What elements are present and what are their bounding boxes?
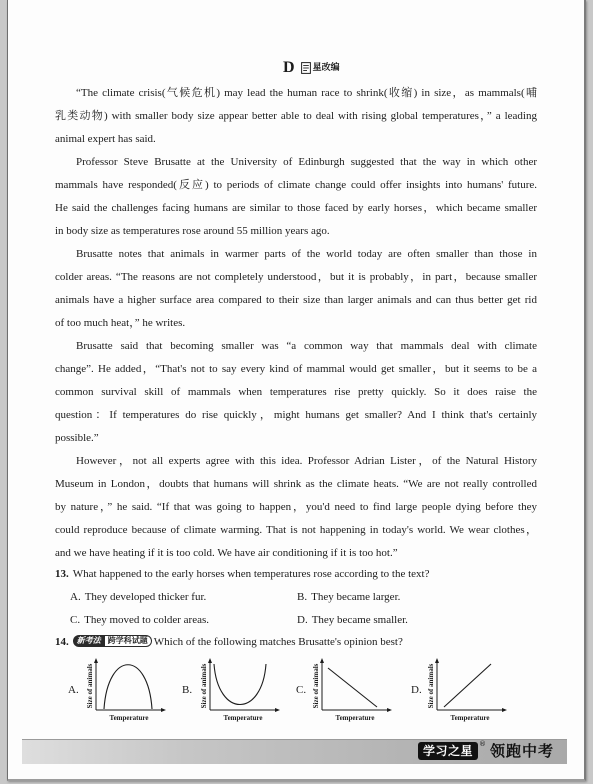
option-text: They became smaller. (311, 614, 408, 626)
x-axis-label: Temperature (450, 714, 490, 722)
option-text: They moved to colder areas. (84, 614, 210, 626)
document-icon (301, 62, 311, 74)
passage-line: Museum in London，doubts that humans will shrink as the climate heats. “We are not really controlled (55, 478, 537, 490)
source-tag: 星改编 (312, 63, 340, 73)
option-text: They became larger. (311, 591, 401, 603)
logo-mark: 学习之星 (418, 742, 478, 760)
y-axis-label: Size of animals (200, 663, 208, 709)
inverted-u-curve (104, 665, 152, 709)
question-stem: Which of the following matches Brusatte's opinion best? (153, 636, 403, 648)
passage-line: “The climate crisis(气候危机) may lead the human race to shrink(收缩) in size，as mammals(哺 (76, 87, 537, 99)
passage-line: change”. He added，“That's not to say every kind of mammal would get smaller，but it seems to be a (55, 363, 537, 375)
graph-option-d (419, 656, 511, 726)
x-axis-arrow-icon (275, 708, 280, 712)
x-axis-arrow-icon (502, 708, 507, 712)
option-label: A. (70, 591, 81, 603)
x-axis-label: Temperature (109, 714, 149, 722)
passage-line: Brusatte notes that animals in warmer parts of the world today are often smaller than those in (76, 248, 537, 260)
new-format-badge: 新考法 (73, 635, 105, 647)
x-axis-arrow-icon (387, 708, 392, 712)
section-heading (283, 57, 340, 79)
y-axis-arrow-icon (320, 658, 324, 663)
paragraph-3 (55, 243, 537, 335)
y-axis-label: Size of animals (427, 663, 435, 709)
passage-line: colder areas. “The reasons are not completely understood，but it is probably，in part，because smaller (55, 271, 537, 283)
u-curve (214, 664, 266, 705)
reading-passage (55, 82, 537, 565)
passage-line: in body size as temperatures rose around 55 million years ago. (55, 225, 330, 237)
x-axis-arrow-icon (161, 708, 166, 712)
registered-mark: ® (479, 740, 487, 748)
passage-line: animal expert has said. (55, 133, 156, 145)
brand-logo (418, 741, 554, 761)
passage-line: Brusatte said that becoming smaller was “a common way that mammals deal with climate (76, 340, 537, 352)
y-axis-label: Size of animals (86, 663, 94, 709)
option-d (297, 609, 408, 632)
graph-option-c (304, 656, 396, 726)
paragraph-1 (55, 82, 537, 151)
brand-slogan: 领跑中考 (490, 742, 555, 760)
paragraph-5 (55, 450, 537, 565)
passage-line: mammals have responded(反应) to periods of climate change could offer insights into humans' future. (55, 179, 537, 191)
y-axis-arrow-icon (94, 658, 98, 663)
increasing-line (444, 664, 491, 707)
decreasing-line (328, 668, 377, 707)
cross-subject-badge: 跨学科试题 (105, 635, 152, 647)
graph-option-a (78, 656, 170, 726)
graph-option-label-a: A. (68, 684, 79, 696)
graph-option-label-b: B. (182, 684, 193, 696)
passage-line: and we have heating if it is too cold. We have air conditioning if it is too hot.” (55, 547, 398, 559)
question-number: 14. (55, 636, 69, 648)
passage-line: animals have a higher surface area compared to their size than larger animals and can thus better get rid (55, 294, 537, 306)
passage-line: He said the challenges facing humans are similar to those faced by early horses，which became smaller (55, 202, 537, 214)
passage-line: common survival skill of mammals when temperatures rise pretty quickly. So it does raise the (55, 386, 537, 398)
passage-line: question：If temperatures do rise quickly，might humans get smaller? And I think that's certainly (55, 409, 537, 421)
graph-option-b (192, 656, 284, 726)
passage-line: possible.” (55, 432, 99, 444)
y-axis-arrow-icon (208, 658, 212, 663)
question-14 (55, 631, 403, 654)
passage-line: could reproduce because of climate warming. That is not happening in today's world. We wear clothes， (55, 524, 537, 536)
section-letter: D (283, 59, 295, 76)
passage-line: by nature，” he said. “If that was going to happen，you'd need to find large people dying before they (55, 501, 537, 513)
passage-line: However，not all experts agree with this idea. Professor Adrian Lister，of the Natural History (76, 455, 537, 467)
option-c (70, 609, 209, 632)
question-13 (55, 563, 430, 586)
paragraph-4 (55, 335, 537, 450)
option-a (70, 586, 206, 609)
passage-line: Professor Steve Brusatte at the University of Edinburgh suggested that the way in which other (76, 156, 537, 168)
question-stem: What happened to the early horses when temperatures rose according to the text? (72, 568, 430, 580)
x-axis-label: Temperature (223, 714, 263, 722)
y-axis-arrow-icon (435, 658, 439, 663)
graph-option-label-d: D. (411, 684, 422, 696)
passage-line: of too much heat，” he writes. (55, 317, 186, 329)
option-b (297, 586, 400, 609)
question-type-badge (73, 635, 152, 647)
x-axis-label: Temperature (335, 714, 375, 722)
question-number: 13. (55, 568, 69, 580)
option-label: C. (70, 614, 81, 626)
passage-line: 乳类动物) with smaller body size appear better able to deal with rising global temperatures，” a leading (55, 110, 537, 122)
option-text: They developed thicker fur. (84, 591, 207, 603)
option-label: D. (297, 614, 308, 626)
graph-option-label-c: C. (296, 684, 307, 696)
paragraph-2 (55, 151, 537, 243)
y-axis-label: Size of animals (312, 663, 320, 709)
option-label: B. (297, 591, 308, 603)
